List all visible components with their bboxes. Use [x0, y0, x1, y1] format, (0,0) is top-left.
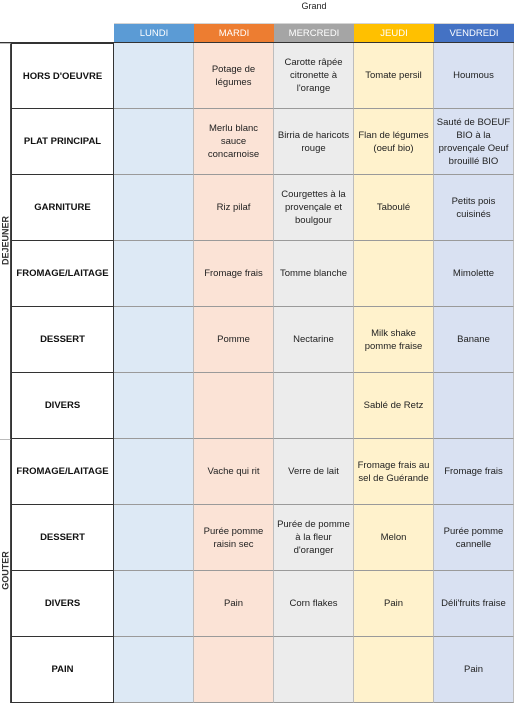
menu-cell-lundi[interactable]	[114, 373, 194, 439]
menu-cell-jeudi[interactable]: Pain	[354, 571, 434, 637]
row-label[interactable]: PLAT PRINCIPAL	[11, 109, 114, 175]
row-label[interactable]: DESSERT	[11, 505, 114, 571]
menu-cell-mardi[interactable]: Riz pilaf	[194, 175, 274, 241]
menu-cell-lundi[interactable]	[114, 109, 194, 175]
day-header-mardi[interactable]: MARDI	[194, 24, 274, 42]
menu-cell-lundi[interactable]	[114, 307, 194, 373]
row-label[interactable]: DIVERS	[11, 373, 114, 439]
menu-cell-mercredi[interactable]: Birria de haricots rouge	[274, 109, 354, 175]
menu-cell-jeudi[interactable]	[354, 637, 434, 703]
menu-cell-vendredi[interactable]	[434, 373, 514, 439]
menu-cell-mercredi[interactable]: Courgettes à la provençale et boulgour	[274, 175, 354, 241]
menu-cell-lundi[interactable]	[114, 571, 194, 637]
menu-cell-vendredi[interactable]: Déli'fruits fraise	[434, 571, 514, 637]
menu-cell-jeudi[interactable]: Sablé de Retz	[354, 373, 434, 439]
menu-cell-vendredi[interactable]: Mimolette	[434, 241, 514, 307]
menu-cell-mardi[interactable]	[194, 373, 274, 439]
menu-cell-jeudi[interactable]: Fromage frais au sel de Guérande	[354, 439, 434, 505]
menu-cell-jeudi[interactable]: Melon	[354, 505, 434, 571]
row-label[interactable]: GARNITURE	[11, 175, 114, 241]
menu-cell-lundi[interactable]	[114, 637, 194, 703]
day-header-mercredi[interactable]: MERCREDI	[274, 24, 354, 42]
menu-cell-jeudi[interactable]: Tomate persil	[354, 43, 434, 109]
menu-cell-vendredi[interactable]: Pain	[434, 637, 514, 703]
day-header-jeudi[interactable]: JEUDI	[354, 24, 434, 42]
menu-cell-vendredi[interactable]: Sauté de BOEUF BIO à la provençale Oeuf brouillé BIO	[434, 109, 514, 175]
sheet-title[interactable]: Grand	[301, 1, 327, 11]
menu-cell-jeudi[interactable]: Flan de légumes (oeuf bio)	[354, 109, 434, 175]
row-label[interactable]: FROMAGE/LAITAGE	[11, 439, 114, 505]
menu-cell-mardi[interactable]: Pain	[194, 571, 274, 637]
title-row	[114, 12, 514, 24]
header-corner	[0, 0, 114, 42]
menu-cell-lundi[interactable]	[114, 175, 194, 241]
menu-cell-mardi[interactable]: Potage de légumes	[194, 43, 274, 109]
section-label: GOUTER	[0, 551, 10, 590]
menu-cell-lundi[interactable]	[114, 505, 194, 571]
menu-cell-jeudi[interactable]: Taboulé	[354, 175, 434, 241]
row-label[interactable]: FROMAGE/LAITAGE	[11, 241, 114, 307]
menu-cell-mardi[interactable]: Fromage frais	[194, 241, 274, 307]
menu-cell-lundi[interactable]	[114, 241, 194, 307]
menu-cell-mercredi[interactable]	[274, 373, 354, 439]
menu-cell-lundi[interactable]	[114, 439, 194, 505]
menu-cell-mardi[interactable]: Pomme	[194, 307, 274, 373]
menu-cell-mardi[interactable]: Purée pomme raisin sec	[194, 505, 274, 571]
menu-cell-mercredi[interactable]	[274, 637, 354, 703]
menu-cell-vendredi[interactable]: Purée pomme cannelle	[434, 505, 514, 571]
menu-cell-mercredi[interactable]: Tomme blanche	[274, 241, 354, 307]
row-label[interactable]: DESSERT	[11, 307, 114, 373]
row-label[interactable]: PAIN	[11, 637, 114, 703]
menu-cell-jeudi[interactable]: Milk shake pomme fraise	[354, 307, 434, 373]
header-divider	[0, 42, 514, 43]
menu-cell-vendredi[interactable]: Petits pois cuisinés	[434, 175, 514, 241]
section-label: DEJEUNER	[0, 216, 10, 266]
menu-cell-mardi[interactable]: Vache qui rit	[194, 439, 274, 505]
menu-cell-vendredi[interactable]: Fromage frais	[434, 439, 514, 505]
menu-cell-mardi[interactable]: Merlu blanc sauce concarnoise	[194, 109, 274, 175]
menu-cell-vendredi[interactable]: Banane	[434, 307, 514, 373]
menu-cell-vendredi[interactable]: Houmous	[434, 43, 514, 109]
day-header-lundi[interactable]: LUNDI	[114, 24, 194, 42]
menu-cell-mercredi[interactable]: Purée de pomme à la fleur d'oranger	[274, 505, 354, 571]
menu-cell-lundi[interactable]	[114, 43, 194, 109]
menu-cell-mardi[interactable]	[194, 637, 274, 703]
day-header-vendredi[interactable]: VENDREDI	[434, 24, 514, 42]
menu-cell-mercredi[interactable]: Carotte râpée citronette à l'orange	[274, 43, 354, 109]
menu-cell-mercredi[interactable]: Nectarine	[274, 307, 354, 373]
row-label[interactable]: DIVERS	[11, 571, 114, 637]
row-label[interactable]: HORS D'OEUVRE	[11, 43, 114, 109]
menu-cell-jeudi[interactable]	[354, 241, 434, 307]
menu-cell-mercredi[interactable]: Corn flakes	[274, 571, 354, 637]
menu-cell-mercredi[interactable]: Verre de lait	[274, 439, 354, 505]
